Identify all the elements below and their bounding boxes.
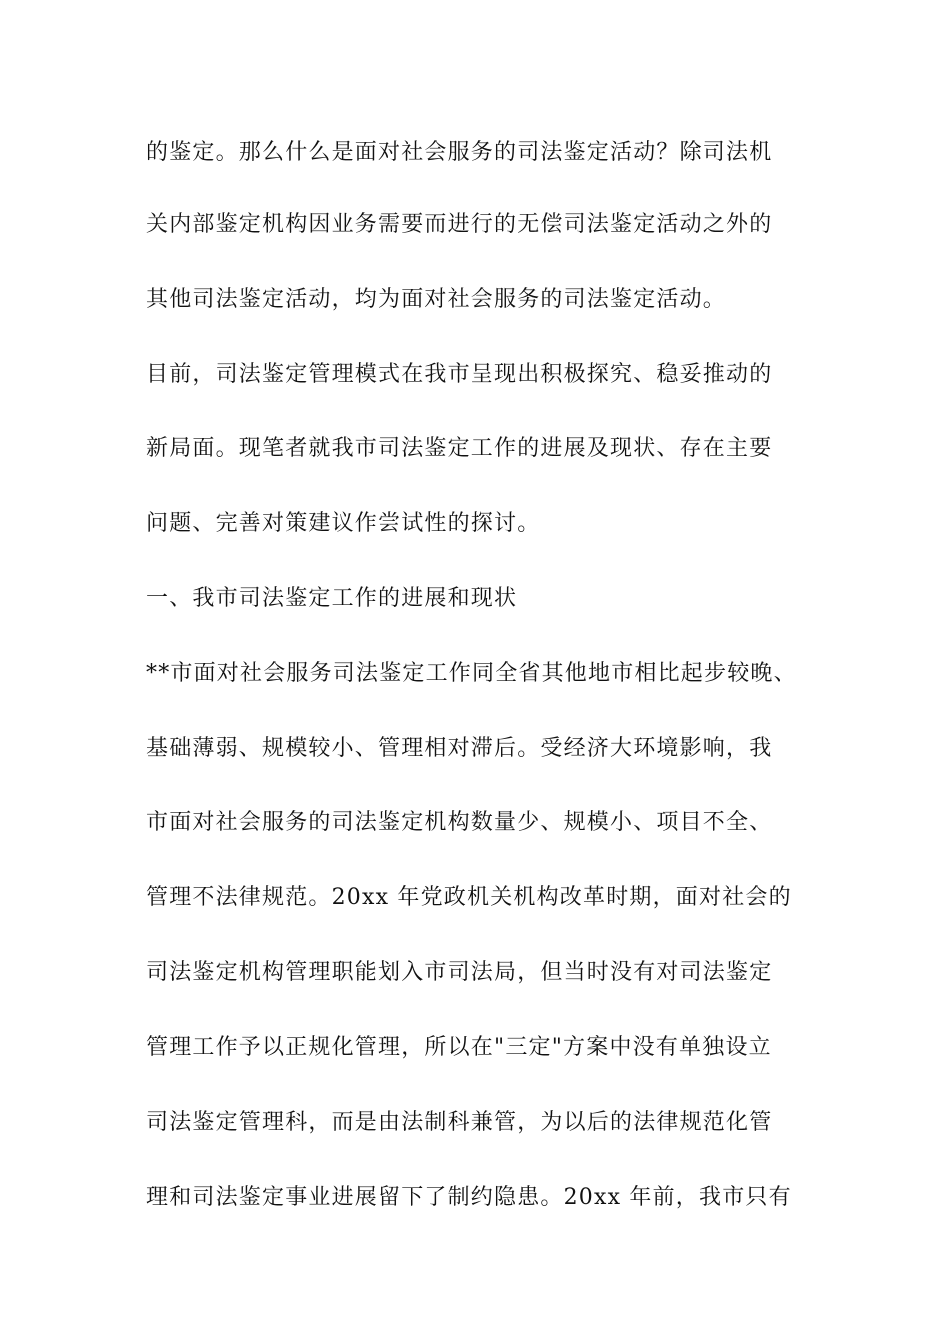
text-line: 管理不法律规范。20xx 年党政机关机构改革时期，面对社会的 [146, 885, 792, 910]
text-line: 的鉴定。那么什么是面对社会服务的司法鉴定活动？除司法机 [146, 140, 773, 165]
text-line: 管理工作予以正规化管理，所以在"三定"方案中没有单独设立 [146, 1035, 772, 1060]
text-line: 其他司法鉴定活动，均为面对社会服务的司法鉴定活动。 [146, 287, 727, 312]
text-line: **市面对社会服务司法鉴定工作同全省其他地市相比起步较晚、 [146, 661, 797, 686]
text-line: 司法鉴定管理科，而是由法制科兼管，为以后的法律规范化管 [146, 1110, 773, 1135]
section-heading: 一、我市司法鉴定工作的进展和现状 [146, 586, 518, 611]
text-line: 问题、完善对策建议作尝试性的探讨。 [146, 511, 541, 536]
text-line: 市面对社会服务的司法鉴定机构数量少、规模小、项目不全、 [146, 810, 773, 835]
text-line: 司法鉴定机构管理职能划入市司法局，但当时没有对司法鉴定 [146, 960, 773, 985]
text-line: 理和司法鉴定事业进展留下了制约隐患。20xx 年前，我市只有 [146, 1185, 792, 1210]
text-line: 基础薄弱、规模较小、管理相对滞后。受经济大环境影响，我 [146, 736, 773, 761]
text-line: 新局面。现笔者就我市司法鉴定工作的进展及现状、存在主要 [146, 436, 773, 461]
text-line: 关内部鉴定机构因业务需要而进行的无偿司法鉴定活动之外的 [146, 212, 773, 237]
text-line: 目前，司法鉴定管理模式在我市呈现出积极探究、稳妥推动的 [146, 362, 773, 387]
